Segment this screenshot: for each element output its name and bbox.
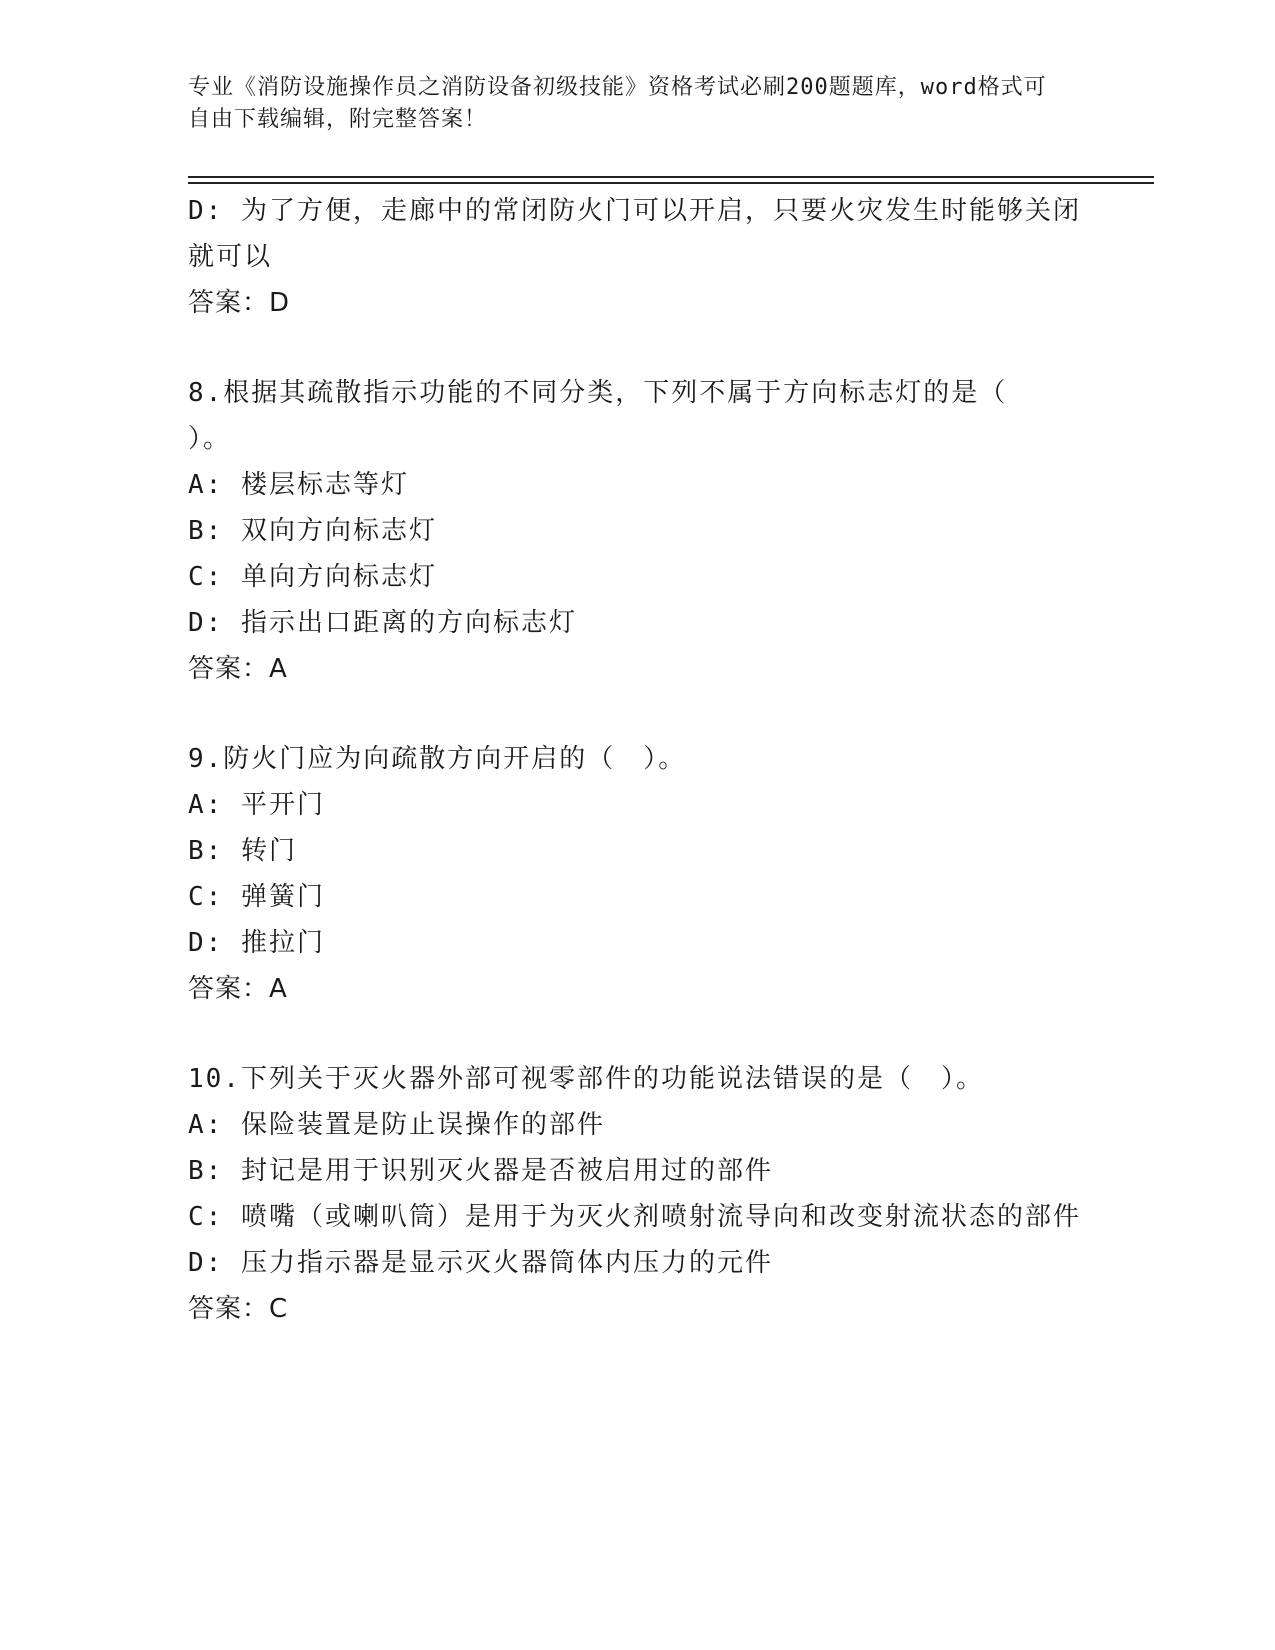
- header-divider-bottom: [188, 182, 1154, 184]
- question-stem: 10.下列关于灭火器外部可视零部件的功能说法错误的是（ ）。: [188, 1064, 984, 1094]
- option-d: D: 压力指示器是显示灭火器筒体内压力的元件: [188, 1248, 773, 1278]
- question-stem: 9.防火门应为向疏散方向开启的（ ）。: [188, 744, 687, 774]
- question-10: [188, 1056, 1088, 1332]
- option-a: A: 平开门: [188, 790, 325, 820]
- spacer: [188, 326, 1088, 370]
- question-9: [188, 736, 1088, 1012]
- option-b: B: 封记是用于识别灭火器是否被启用过的部件: [188, 1156, 773, 1186]
- answer-label: 答案：A: [188, 974, 288, 1004]
- header-divider-top: [188, 176, 1154, 178]
- question-8: [188, 370, 1088, 692]
- question-content: [188, 188, 1088, 1332]
- page-header: 专业《消防设施操作员之消防设备初级技能》资格考试必刷200题题库，word格式可自由下载编辑，附完整答案！: [188, 75, 1047, 132]
- answer-label: 答案：D: [188, 288, 291, 318]
- question-7-continued: [188, 188, 1088, 326]
- option-c: C: 弹簧门: [188, 882, 325, 912]
- spacer: [188, 692, 1088, 736]
- option-d: D: 推拉门: [188, 928, 325, 958]
- question-stem: 8.根据其疏散指示功能的不同分类，下列不属于方向标志灯的是（: [188, 378, 1008, 408]
- option-b: B: 双向方向标志灯: [188, 516, 437, 546]
- option-d: D: 为了方便，走廊中的常闭防火门可以开启，只要火灾发生时能够关闭就可以: [188, 196, 1081, 272]
- option-d: D: 指示出口距离的方向标志灯: [188, 608, 577, 638]
- answer-label: 答案：A: [188, 654, 288, 684]
- answer-label: 答案：C: [188, 1294, 289, 1324]
- option-b: B: 转门: [188, 836, 297, 866]
- option-a: A: 保险装置是防止误操作的部件: [188, 1110, 605, 1140]
- option-c: C: 喷嘴（或喇叭筒）是用于为灭火剂喷射流导向和改变射流状态的部件: [188, 1202, 1081, 1232]
- option-c: C: 单向方向标志灯: [188, 562, 437, 592]
- option-a: A: 楼层标志等灯: [188, 470, 409, 500]
- question-stem-continued: ）。: [188, 424, 232, 454]
- spacer: [188, 1012, 1088, 1056]
